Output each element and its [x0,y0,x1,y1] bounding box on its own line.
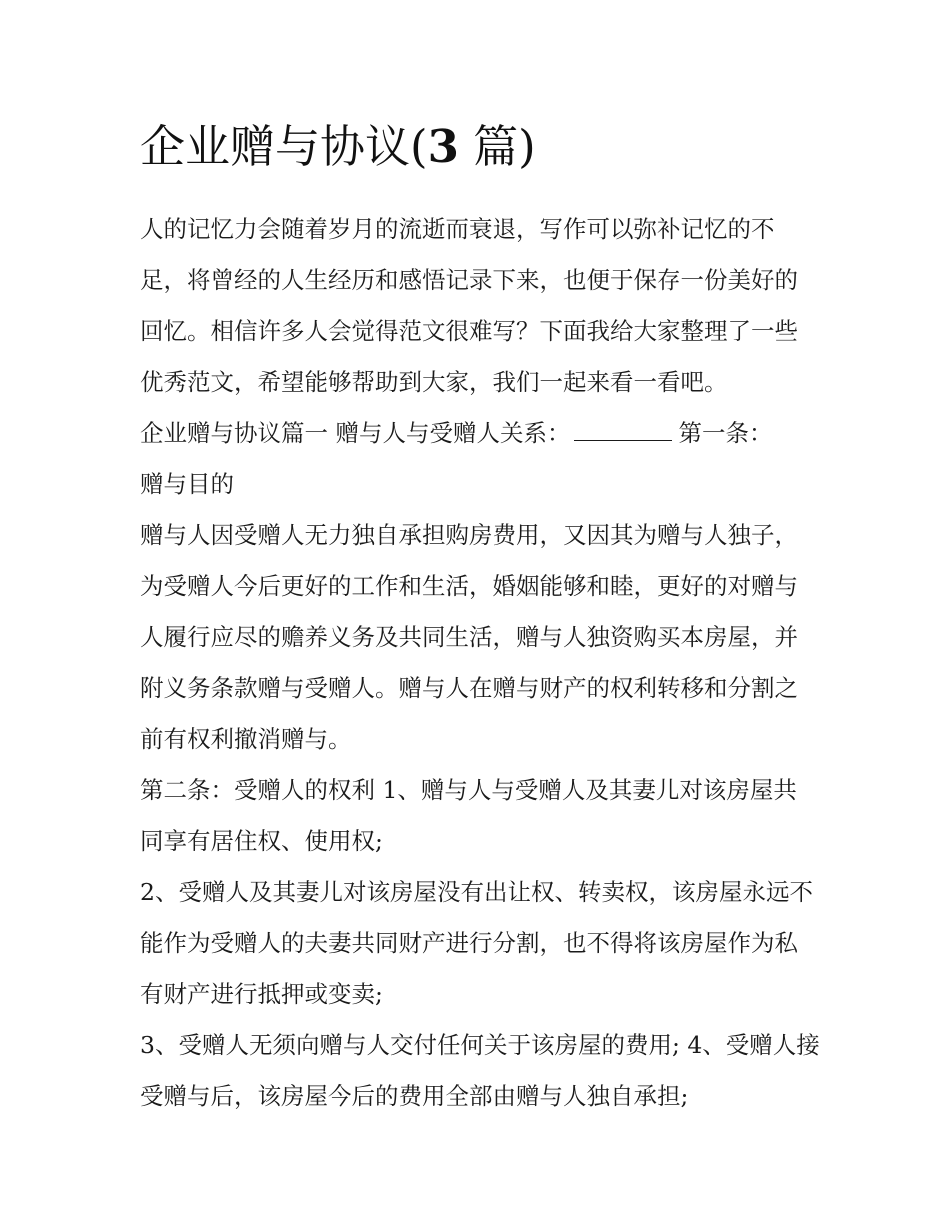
article-one-label: 第一条： [678,419,773,447]
document-body [140,204,820,1122]
relationship-blank-line [574,412,672,441]
document-title [140,112,820,182]
title-prefix: 企业赠与协议( [140,120,428,173]
article-heading-paragraph [140,408,820,510]
purpose-heading: 赠与目的 [140,470,234,498]
title-number: 3 [427,120,459,173]
clause-two-item-one: 第二条：受赠人的权利 1、赠与人与受赠人及其妻儿对该房屋共同享有居住权、使用权; [140,776,797,855]
purpose-paragraph: 赠与人因受赠人无力独自承担购房费用，又因其为赠与人独子，为受赠人今后更好的工作和生活，婚姻能够和睦，更好的对赠与人履行应尽的赡养义务及共同生活，赠与人独资购买本房屋，并附义务条款赠与受赠人。赠与人在赠与财产的权利转移和分割之前有权利撤消赠与。 [140,521,798,753]
clause-two-item-two: 2、受赠人及其妻儿对该房屋没有出让权、转卖权，该房屋永远不能作为受赠人的夫妻共同财产进行分割，也不得将该房屋作为私有财产进行抵押或变卖; [140,878,813,1008]
title-suffix: 篇) [458,120,536,173]
clause-two-item-three: 3、受赠人无须向赠与人交付任何关于该房屋的费用; 4、受赠人接受赠与后，该房屋今后的费用全部由赠与人独自承担; [140,1031,820,1110]
article-heading-text: 企业赠与协议篇一 赠与人与受赠人关系： [140,419,571,447]
intro-paragraph: 人的记忆力会随着岁月的流逝而衰退，写作可以弥补记忆的不足，将曾经的人生经历和感悟记录下来，也便于保存一份美好的回忆。相信许多人会觉得范文很难写？下面我给大家整理了一些优秀范文，希望能够帮助到大家，我们一起来看一看吧。 [140,215,798,396]
